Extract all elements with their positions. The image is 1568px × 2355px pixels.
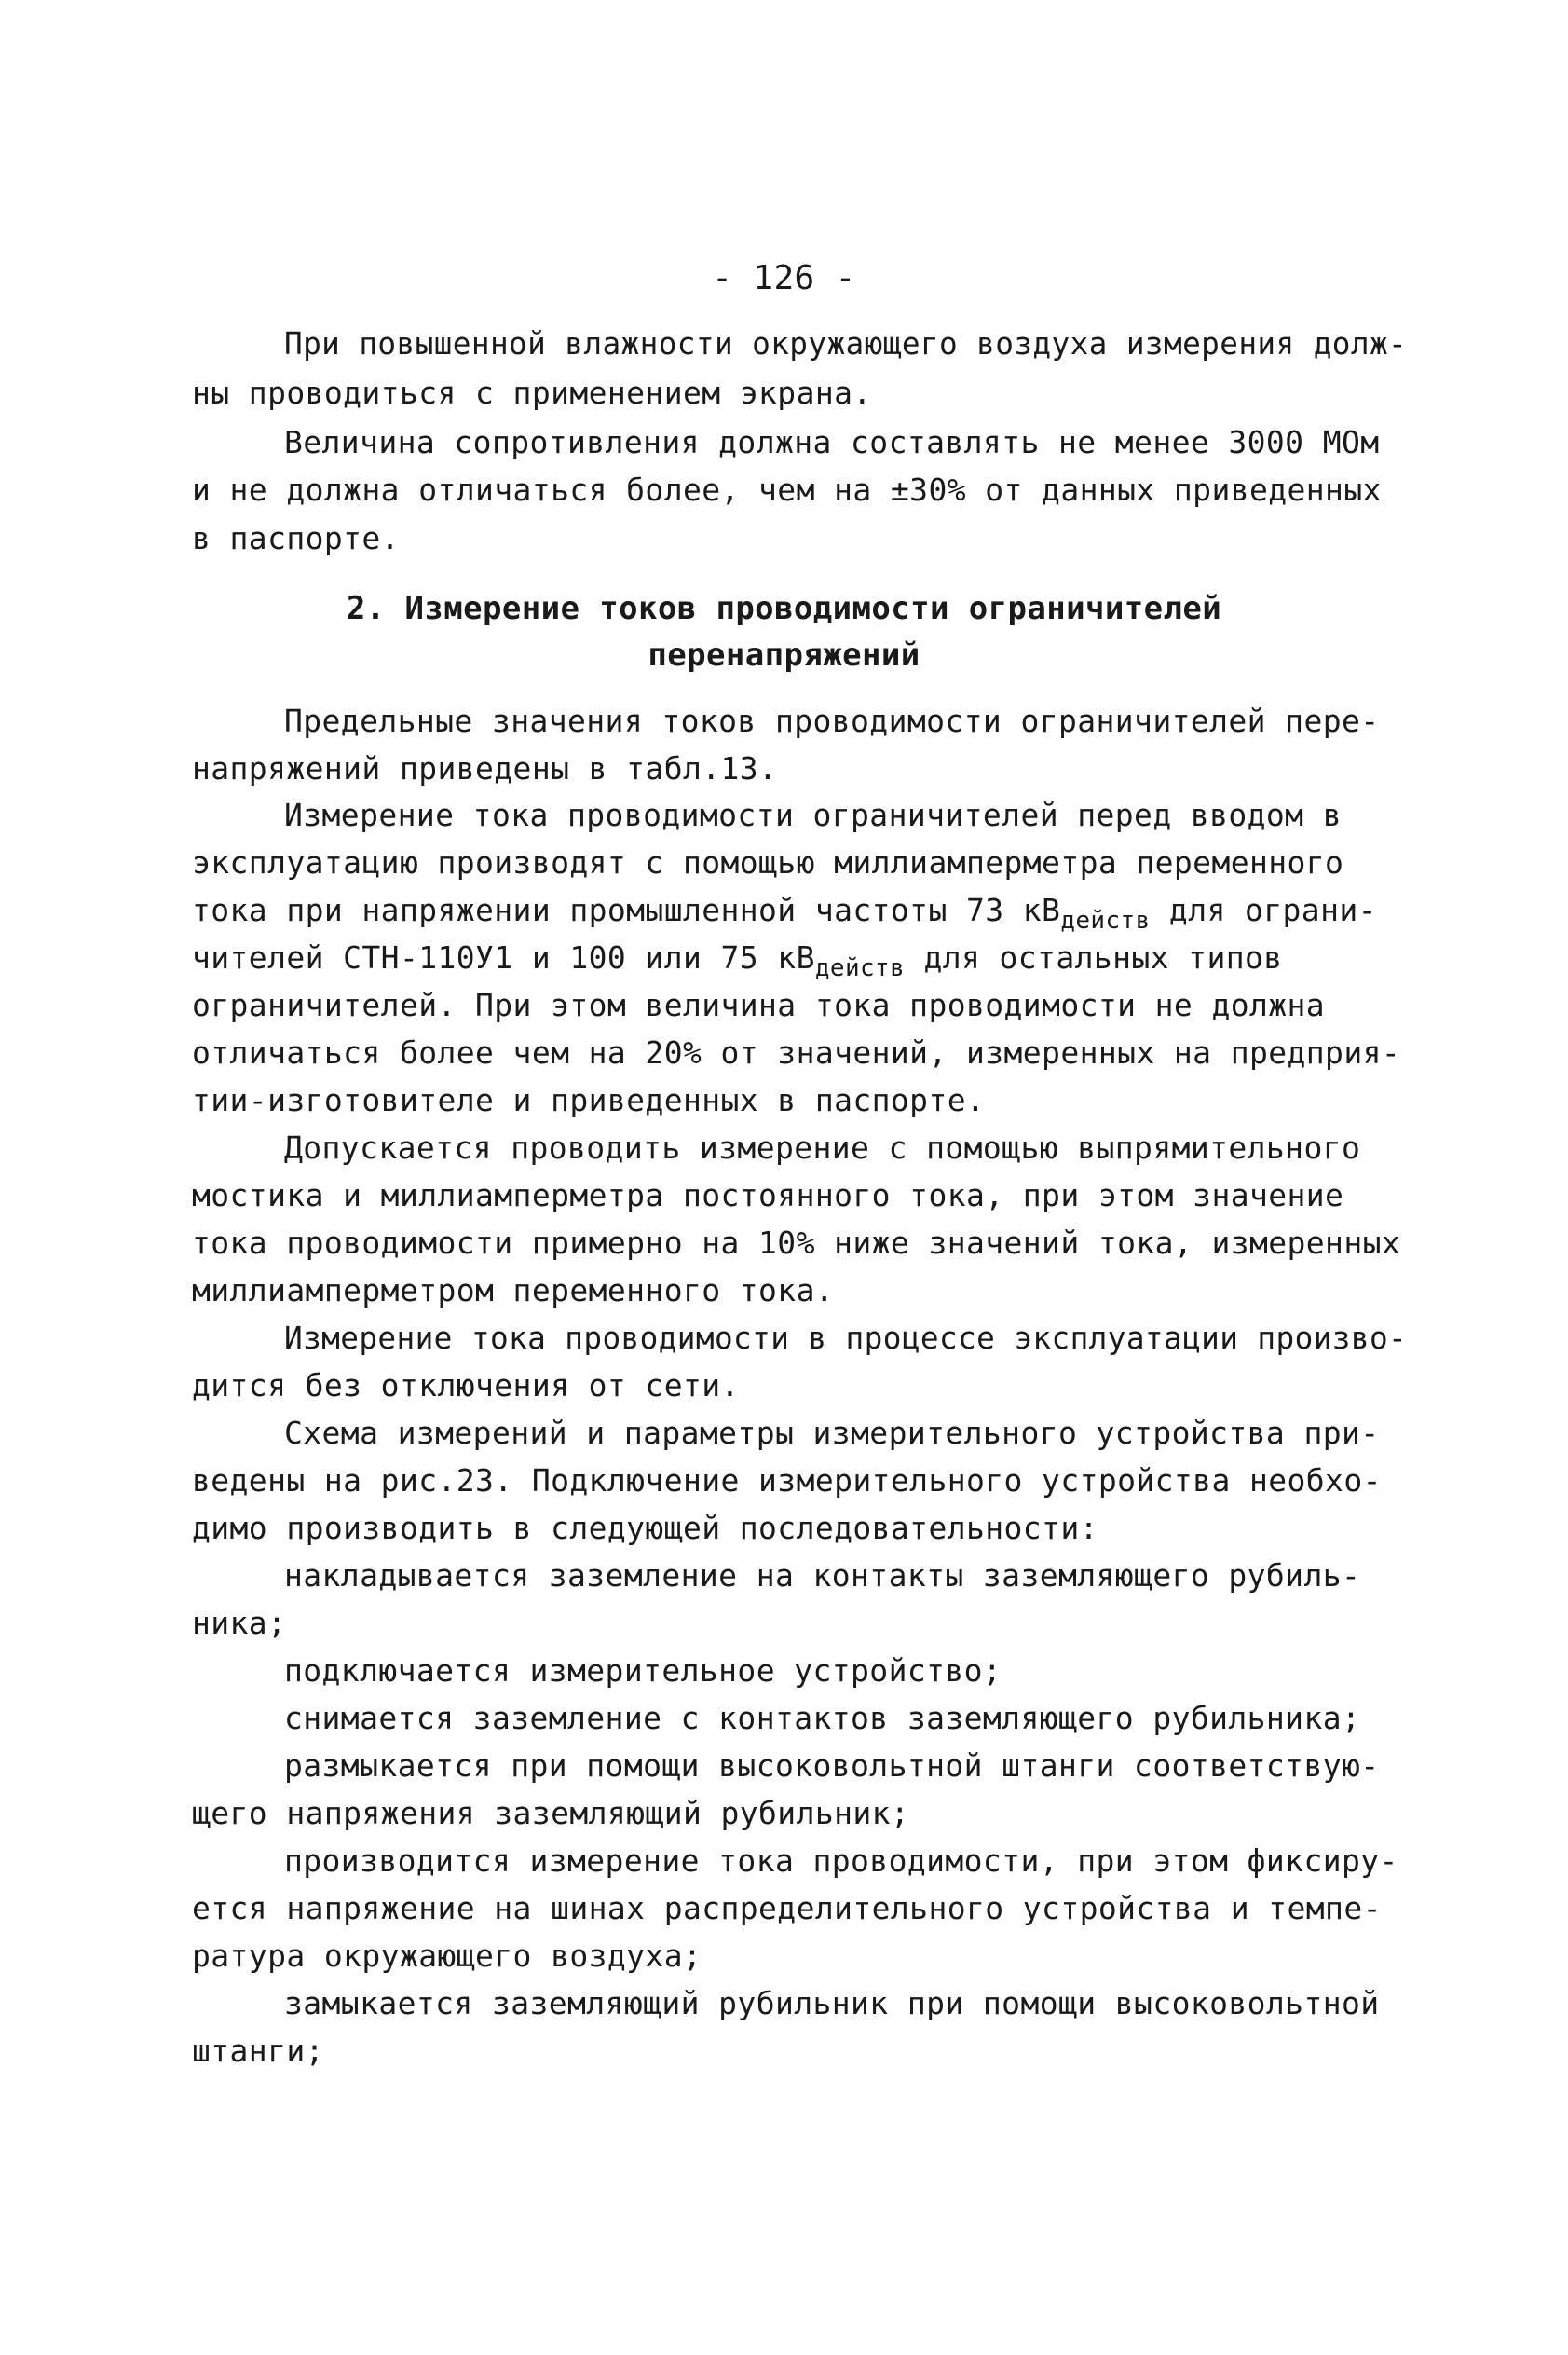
paragraph-line: тии-изготовителе и приведенных в паспорте.: [192, 1082, 986, 1118]
line-text: тока при напряжении промышленной частоты 73 кВ: [192, 892, 1061, 928]
list-item-line: размыкается при помощи высоковольтной штанги соответствую-: [284, 1747, 1380, 1784]
list-item-line: замыкается заземляющий рубильник при помощи высоковольтной: [284, 1985, 1380, 2021]
subscript: действ: [814, 954, 906, 982]
paragraph-line: напряжений приведены в табл.13.: [192, 750, 778, 787]
paragraph-line: димо производить в следующей последовательности:: [192, 1510, 1098, 1546]
list-item-line: накладывается заземление на контакты заземляющего рубиль-: [284, 1557, 1361, 1594]
paragraph-line: мостика и миллиамперметра постоянного тока, при этом значение: [192, 1177, 1344, 1213]
list-item-line: ника;: [192, 1605, 287, 1641]
line-text: для ограни-: [1150, 892, 1377, 928]
paragraph-line: Предельные значения токов проводимости ограничителей пере-: [284, 703, 1380, 739]
paragraph-line: эксплуатацию производят с помощью миллиамперметра переменного: [192, 844, 1344, 881]
paragraph-line: ведены на рис.23. Подключение измерительного устройства необхо-: [192, 1462, 1382, 1499]
paragraph-line: При повышенной влажности окружающего воздуха измерения долж-: [284, 325, 1408, 362]
list-item-line: ется напряжение на шинах распределительного устройства и темпе-: [192, 1890, 1382, 1926]
paragraph-line: дится без отключения от сети.: [192, 1367, 740, 1403]
section-heading-continuation: перенапряжений: [648, 637, 920, 674]
paragraph-line: ны проводиться с применением экрана.: [192, 375, 872, 411]
subscript: действ: [1060, 907, 1151, 935]
page-number: - 126 -: [712, 259, 856, 297]
paragraph-line: Измерение тока проводимости в процессе эксплуатации произво-: [284, 1320, 1408, 1356]
paragraph-line: Величина сопротивления должна составлять не менее 3000 МОм: [284, 424, 1380, 460]
line-text: для остальных типов: [905, 939, 1283, 976]
paragraph-line: ограничителей. При этом величина тока проводимости не должна: [192, 987, 1326, 1023]
list-item-line: снимается заземление с контактов заземляющего рубильника;: [284, 1700, 1361, 1736]
line-text: чителей СТН-110У1 и 100 или 75 кВ: [192, 939, 815, 976]
paragraph-line: Схема измерений и параметры измерительного устройства при-: [284, 1415, 1380, 1451]
list-item-line: производится измерение тока проводимости, при этом фиксиру-: [284, 1842, 1398, 1879]
list-item-line: подключается измерительное устройство;: [284, 1652, 1002, 1689]
paragraph-line: [192, 939, 1283, 982]
list-item-line: щего напряжения заземляющий рубильник;: [192, 1795, 910, 1831]
list-item-line: штанги;: [192, 2033, 324, 2069]
paragraph-line: в паспорте.: [192, 520, 400, 556]
paragraph-line: и не должна отличаться более, чем на ±30% от данных приведенных: [192, 472, 1382, 508]
paragraph-line: отличаться более чем на 20% от значений, измеренных на предприя-: [192, 1034, 1401, 1071]
section-heading: 2. Измерение токов проводимости ограничителей: [346, 590, 1222, 627]
paragraph-line: [192, 892, 1377, 935]
paragraph-line: Допускается проводить измерение с помощью выпрямительного: [284, 1130, 1361, 1166]
paragraph-line: Измерение тока проводимости ограничителей перед вводом в: [284, 797, 1342, 833]
list-item-line: ратура окружающего воздуха;: [192, 1937, 702, 1974]
paragraph-line: миллиамперметром переменного тока.: [192, 1272, 835, 1308]
paragraph-line: тока проводимости примерно на 10% ниже значений тока, измеренных: [192, 1225, 1401, 1261]
